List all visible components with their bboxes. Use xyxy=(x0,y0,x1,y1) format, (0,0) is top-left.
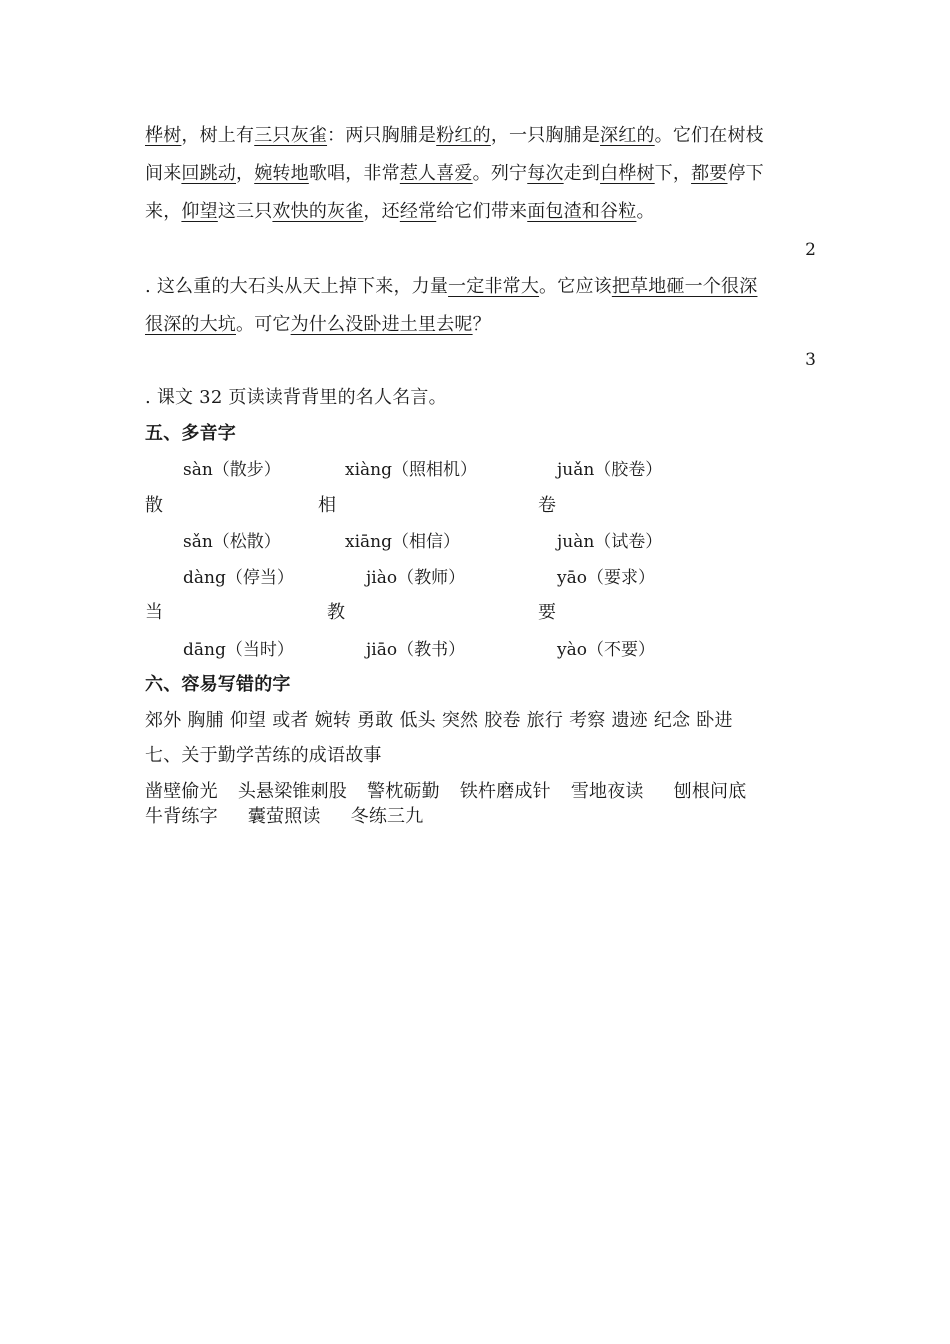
section7-heading: 七、关于勤学苦练的成语故事 xyxy=(145,745,382,766)
passage1-line1 xyxy=(145,124,810,148)
pinyin-xiang1: xiāng（相信） xyxy=(345,532,460,552)
pinyin-san3: sǎn（松散） xyxy=(183,532,281,552)
text: ，还 xyxy=(363,201,400,222)
char-xiang: 相 xyxy=(318,495,336,516)
word: 考察 xyxy=(569,710,606,731)
underlined-text: 粉红的 xyxy=(436,125,491,146)
text: 。 xyxy=(636,201,655,222)
pinyin-san4: sàn（散步） xyxy=(183,460,281,480)
idiom: 凿壁偷光 xyxy=(145,781,218,802)
pinyin-jiao1: jiāo（教书） xyxy=(366,640,466,660)
text: 。它们在树枝 xyxy=(654,125,764,146)
word: 纪念 xyxy=(653,710,691,731)
underlined-text: 很深的大坑 xyxy=(145,314,236,335)
underlined-text: 把草地砸一个很深 xyxy=(611,276,758,297)
idiom: 牛背练字 xyxy=(145,806,218,827)
word: 胶卷 xyxy=(484,710,521,731)
pinyin-juan3: juǎn（胶卷） xyxy=(557,460,663,480)
text: 。列宁 xyxy=(472,163,528,184)
idioms-line1 xyxy=(145,780,810,804)
underlined-text: 回跳动 xyxy=(181,163,237,184)
pinyin-dang4: dàng（停当） xyxy=(183,568,294,588)
word: 低头 xyxy=(399,710,436,731)
text: ：两只胸脯是 xyxy=(327,125,437,146)
pinyin-yao4: yào（不要） xyxy=(557,640,655,660)
underlined-text: 每次 xyxy=(527,163,564,184)
word: 婉转 xyxy=(314,710,352,731)
word: 或者 xyxy=(272,710,309,731)
underlined-text: 一定非常大 xyxy=(448,276,540,297)
underlined-text: 三只灰雀 xyxy=(254,125,328,146)
text: 。可它 xyxy=(236,314,291,335)
text: ，一只胸脯是 xyxy=(490,125,601,146)
word: 勇敢 xyxy=(357,710,394,731)
underlined-text: 深红的 xyxy=(600,125,655,146)
pinyin-juan4: juàn（试卷） xyxy=(557,532,663,552)
char-juan: 卷 xyxy=(538,495,556,516)
underlined-text: 面包渣和谷粒 xyxy=(527,201,637,222)
underlined-text: 仰望 xyxy=(181,201,218,222)
passage2-line2 xyxy=(145,313,810,337)
underlined-text: 都要 xyxy=(691,163,728,184)
text: 间来 xyxy=(145,163,182,184)
text: ，树上有 xyxy=(181,125,255,146)
text: ， xyxy=(236,163,255,184)
text: 歌唱，非常 xyxy=(308,163,400,184)
section6-heading: 六、容易写错的字 xyxy=(145,674,291,695)
char-yao: 要 xyxy=(538,602,556,623)
text: 。它应该 xyxy=(539,276,612,297)
pinyin-yao1: yāo（要求） xyxy=(557,568,655,588)
idiom: 囊萤照读 xyxy=(247,806,321,827)
idioms-line2 xyxy=(145,805,810,829)
word: 仰望 xyxy=(229,710,267,731)
word: 旅行 xyxy=(526,710,564,731)
char-dang: 当 xyxy=(145,602,163,623)
text: ？ xyxy=(472,314,491,335)
underlined-text: 经常 xyxy=(399,201,437,222)
text: 这三只 xyxy=(217,201,273,222)
idiom: 冬练三九 xyxy=(350,806,424,827)
text: 来， xyxy=(145,201,182,222)
underlined-text: 欢快的灰雀 xyxy=(272,201,364,222)
item-number-3: 3 xyxy=(805,350,816,370)
text: 停下 xyxy=(727,163,764,184)
idiom: 刨根问底 xyxy=(673,781,747,802)
underlined-text: 白桦树 xyxy=(600,163,655,184)
idiom: 铁杵磨成针 xyxy=(459,781,551,802)
text: 走到 xyxy=(563,163,601,184)
pinyin-dang1: dāng（当时） xyxy=(183,640,294,660)
text: 给它们带来 xyxy=(436,201,528,222)
char-san: 散 xyxy=(145,495,163,516)
item3-text: . 课文 32 页读读背背里的名人名言。 xyxy=(145,387,447,408)
word: 突然 xyxy=(441,710,479,731)
text: 下， xyxy=(654,163,692,184)
item-number-2: 2 xyxy=(805,240,816,260)
passage1-line3 xyxy=(145,200,810,224)
underlined-text: 惹人喜爱 xyxy=(399,163,473,184)
underlined-text: 婉转地 xyxy=(254,163,309,184)
word: 遗迹 xyxy=(611,710,648,731)
underlined-text: 为什么没卧进土里去呢 xyxy=(290,314,473,335)
passage2-line1 xyxy=(145,275,810,299)
char-jiao: 教 xyxy=(327,602,345,623)
text: . 这么重的大石头从天上掉下来，力量 xyxy=(145,276,449,297)
section5-heading: 五、多音字 xyxy=(145,423,236,444)
pinyin-jiao4: jiào（教师） xyxy=(366,568,466,588)
underlined-text: 桦树 xyxy=(145,125,182,146)
idiom: 头悬梁锥刺股 xyxy=(237,781,348,802)
word: 卧进 xyxy=(696,710,733,731)
word: 郊外 xyxy=(145,710,182,731)
word: 胸脯 xyxy=(187,710,224,731)
idiom: 雪地夜读 xyxy=(570,781,644,802)
passage1-line2 xyxy=(145,162,810,186)
pinyin-xiang4: xiàng（照相机） xyxy=(345,460,477,480)
idiom: 警枕砺勤 xyxy=(367,781,440,802)
words-list xyxy=(145,709,810,733)
